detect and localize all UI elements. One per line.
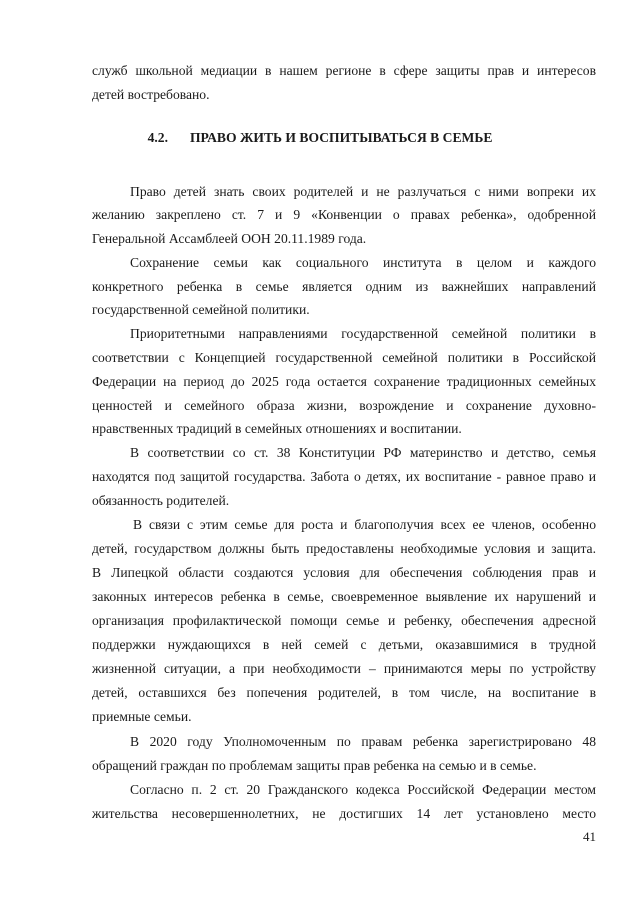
text-line: служб школьной медиации в нашем регионе в сфере защиты прав и интересов <box>92 63 596 78</box>
text-line: соответствии с Концепцией государственной семейной политики в Российской <box>92 350 596 365</box>
text-line: приемные семьи. <box>92 709 192 724</box>
section-number: 4.2. <box>147 130 168 145</box>
text-line: Право детей знать своих родителей и не разлучаться с ними вопреки их <box>130 184 596 199</box>
text-line: детей востребовано. <box>92 87 210 102</box>
text-line: поддержки нуждающихся в ней семей с детьми, оказавшимися в трудной <box>92 637 596 652</box>
text-line: организация профилактической помощи семье и ребенку, обеспечения адресной <box>92 613 596 628</box>
text-line: обращений граждан по проблемам защиты прав ребенка на семью и в семье. <box>92 758 537 773</box>
text-line: В связи с этим семье для роста и благополучия всех ее членов, особенно <box>133 517 596 532</box>
text-line: нравственных традиций в семейных отношениях и воспитании. <box>92 421 462 436</box>
page-number: 41 <box>583 829 596 844</box>
text-line: находятся под защитой государства. Забота о детях, их воспитание - равное право и <box>92 469 596 484</box>
section-title: ПРАВО ЖИТЬ И ВОСПИТЫВАТЬСЯ В СЕМЬЕ <box>189 130 493 145</box>
text-line: В 2020 году Уполномоченным по правам ребенка зарегистрировано 48 <box>130 734 596 749</box>
text-line: Приоритетными направлениями государственной семейной политики в <box>130 326 596 341</box>
text-line: законных интересов ребенка в семье, своевременное выявление их нарушений и <box>92 589 596 604</box>
text-line: Федерации на период до 2025 года остается сохранение традиционных семейных <box>92 374 596 389</box>
text-line: детей, оставшихся без попечения родителей, в том числе, на воспитание в <box>92 685 596 700</box>
text-line: Согласно п. 2 ст. 20 Гражданского кодекса Российской Федерации местом <box>130 782 596 797</box>
text-line: детей, государством должны быть предоставлены необходимые условия и защита. <box>92 541 596 556</box>
text-line: В Липецкой области создаются условия для обеспечения соблюдения прав и <box>92 565 596 580</box>
text-line: государственной семейной политики. <box>92 302 310 317</box>
text-line: В соответствии со ст. 38 Конституции РФ материнство и детство, семья <box>130 445 596 460</box>
text-line: ценностей и семейного образа жизни, возрождение и сохранение духовно- <box>92 398 596 413</box>
text-line: Сохранение семьи как социального института в целом и каждого <box>130 255 596 270</box>
section-heading <box>0 130 640 146</box>
text-line: обязанность родителей. <box>92 493 230 508</box>
text-line: жизненной ситуации, а при необходимости – принимаются меры по устройству <box>92 661 596 676</box>
text-line: Генеральной Ассамблеей ООН 20.11.1989 года. <box>92 231 367 246</box>
text-line: жительства несовершеннолетних, не достигших 14 лет установлено место <box>92 806 596 821</box>
text-line: желанию закреплено ст. 7 и 9 «Конвенции о правах ребенка», одобренной <box>92 207 596 222</box>
text-line: конкретного ребенка в семье является одним из важнейших направлений <box>92 279 596 294</box>
